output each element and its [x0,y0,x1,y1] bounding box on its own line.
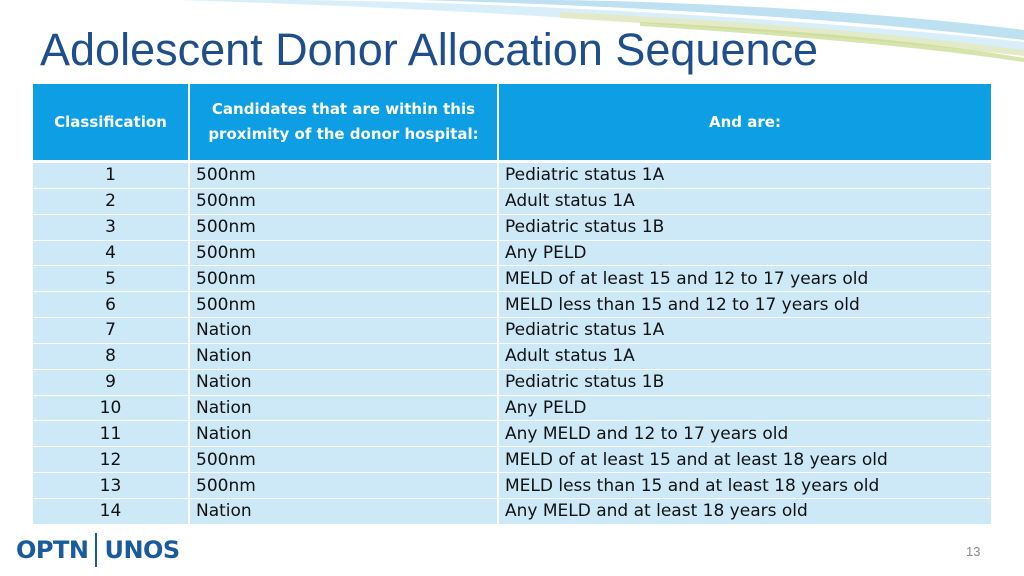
header-proximity: Candidates that are within this proximity of the donor hospital: [190,84,499,163]
cell-proximity: Nation [190,396,499,422]
cell-classification: 12 [33,447,190,473]
logo-unos-text: UNOS [104,536,180,564]
page-number: 13 [966,544,981,559]
cell-proximity: 500nm [190,241,499,267]
table-body [33,163,991,525]
table-row [33,447,991,473]
cell-criteria: Any PELD [499,241,991,267]
cell-proximity: Nation [190,344,499,370]
header-classification: Classification [33,84,190,163]
cell-proximity: 500nm [190,266,499,292]
cell-criteria: Pediatric status 1A [499,163,991,189]
table-row [33,241,991,267]
cell-proximity: Nation [190,318,499,344]
cell-criteria: Any MELD and at least 18 years old [499,499,991,525]
table-row [33,370,991,396]
table-row [33,396,991,422]
table-row [33,292,991,318]
table-row [33,215,991,241]
table-row [33,499,991,525]
cell-classification: 14 [33,499,190,525]
cell-criteria: Adult status 1A [499,189,991,215]
table-row [33,421,991,447]
cell-proximity: Nation [190,421,499,447]
cell-criteria: Any MELD and 12 to 17 years old [499,421,991,447]
optn-unos-logo [16,532,180,568]
logo-divider [95,533,97,567]
cell-classification: 3 [33,215,190,241]
cell-criteria: MELD of at least 15 and 12 to 17 years old [499,266,991,292]
table-row [33,473,991,499]
cell-proximity: 500nm [190,473,499,499]
cell-proximity: 500nm [190,215,499,241]
cell-proximity: 500nm [190,163,499,189]
cell-classification: 5 [33,266,190,292]
table-row [33,318,991,344]
cell-criteria: Pediatric status 1B [499,215,991,241]
cell-proximity: Nation [190,370,499,396]
cell-classification: 7 [33,318,190,344]
cell-classification: 4 [33,241,190,267]
cell-criteria: Any PELD [499,396,991,422]
cell-criteria: Adult status 1A [499,344,991,370]
cell-classification: 8 [33,344,190,370]
logo-optn-text: OPTN [16,536,89,564]
cell-criteria: Pediatric status 1B [499,370,991,396]
cell-classification: 11 [33,421,190,447]
cell-classification: 6 [33,292,190,318]
cell-classification: 10 [33,396,190,422]
allocation-sequence-table [33,84,991,525]
cell-proximity: 500nm [190,189,499,215]
cell-criteria: MELD less than 15 and at least 18 years old [499,473,991,499]
cell-criteria: MELD less than 15 and 12 to 17 years old [499,292,991,318]
cell-classification: 1 [33,163,190,189]
cell-proximity: 500nm [190,292,499,318]
table-row [33,189,991,215]
cell-classification: 13 [33,473,190,499]
header-and-are: And are: [499,84,991,163]
cell-classification: 9 [33,370,190,396]
table-row [33,344,991,370]
cell-classification: 2 [33,189,190,215]
table-row [33,163,991,189]
cell-proximity: Nation [190,499,499,525]
cell-criteria: MELD of at least 15 and at least 18 years old [499,447,991,473]
cell-proximity: 500nm [190,447,499,473]
page-title: Adolescent Donor Allocation Sequence [40,24,819,75]
table-header-row [33,84,991,163]
table-row [33,266,991,292]
cell-criteria: Pediatric status 1A [499,318,991,344]
